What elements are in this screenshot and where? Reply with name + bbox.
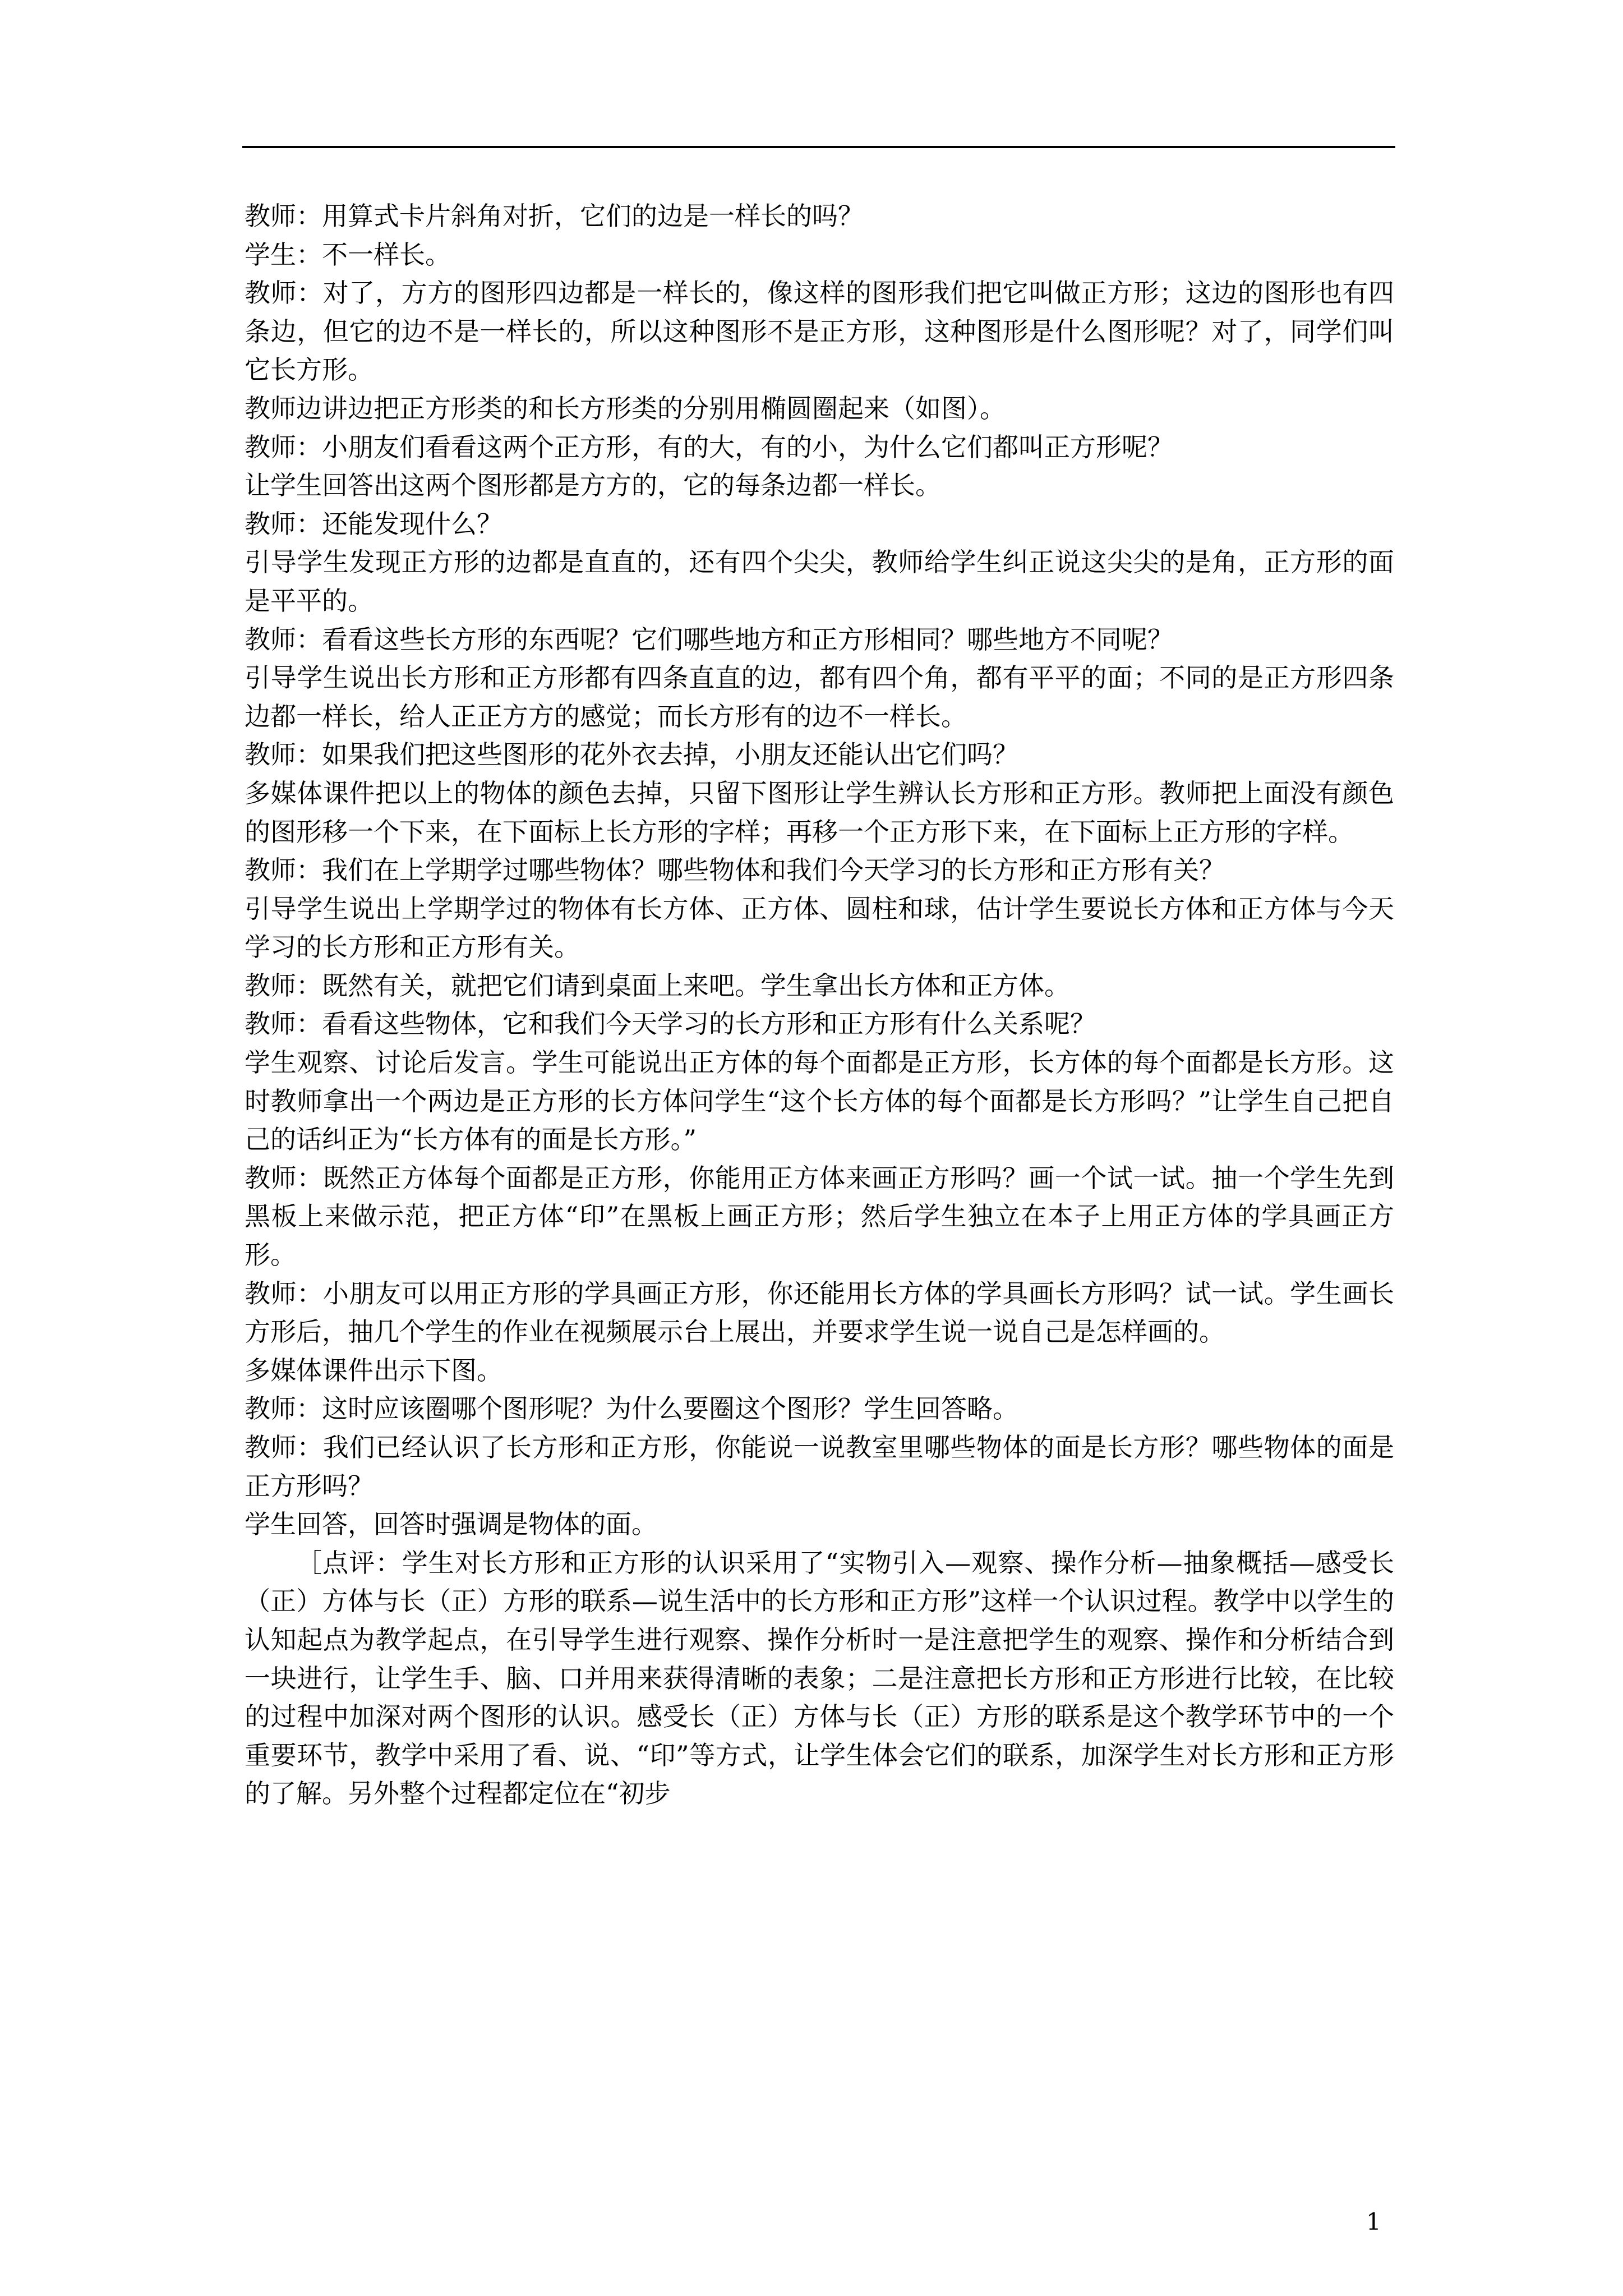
paragraph: 教师：对了，方方的图形四边都是一样长的，像这样的图形我们把它叫做正方形；这边的图形也有四条边，但它的边不是一样长的，所以这种图形不是正方形，这种图形是什么图形呢？对了，同学们叫它长方形。: [245, 278, 1394, 385]
paragraph: 学生观察、讨论后发言。学生可能说出正方体的每个面都是正方形，长方体的每个面都是长方形。这时教师拿出一个两边是正方形的长方体问学生“这个长方体的每个面都是长方形吗？”让学生自己把自己的话纠正为“长方体有的面是长方形。”: [245, 1047, 1394, 1155]
paragraph: 教师：如果我们把这些图形的花外衣去掉，小朋友还能认出它们吗？: [245, 739, 1018, 770]
paragraph: 教师：我们已经认识了长方形和正方形，你能说一说教室里哪些物体的面是长方形？哪些物体的面是正方形吗？: [245, 1432, 1394, 1501]
paragraph: 多媒体课件把以上的物体的颜色去掉，只留下图形让学生辨认长方形和正方形。教师把上面没有颜色的图形移一个下来，在下面标上长方形的字样；再移一个正方形下来，在下面标上正方形的字样。: [245, 777, 1394, 847]
paragraph: 教师：既然有关，就把它们请到桌面上来吧。学生拿出长方体和正方体。: [245, 970, 1070, 1001]
page-number: 1: [1366, 2208, 1381, 2235]
paragraph: 引导学生说出上学期学过的物体有长方体、正方体、圆柱和球，估计学生要说长方体和正方体与今天学习的长方形和正方形有关。: [245, 893, 1394, 963]
paragraph: 教师：看看这些长方形的东西呢？它们哪些地方和正方形相同？哪些地方不同呢？: [245, 624, 1173, 655]
header-rule: [242, 146, 1395, 148]
paragraph: 教师：用算式卡片斜角对折，它们的边是一样长的吗？: [245, 201, 864, 231]
paragraph: 教师边讲边把正方形类的和长方形类的分别用椭圆圈起来（如图）。: [245, 393, 1006, 424]
paragraph: 让学生回答出这两个图形都是方方的，它的每条边都一样长。: [245, 470, 941, 501]
commentary-paragraph: ［点评：学生对长方形和正方形的认识采用了“实物引入—观察、操作分析—抽象概括—感受长（正）方体与长（正）方形的联系—说生活中的长方形和正方形”这样一个认识过程。教学中以学生的认知起点为教学起点，在引导学生进行观察、操作分析时一是注意把学生的观察、操作和分析结合到一块进行，让学生手、脑、口并用来获得清晰的表象；二是注意把长方形和正方形进行比较，在比较的过程中加深对两个图形的认识。感受长（正）方体与长（正）方形的联系是这个教学环节中的一个重要环节，教学中采用了看、说、“印”等方式，让学生体会它们的联系，加深学生对长方形和正方形的了解。另外整个过程都定位在“初步: [245, 1547, 1394, 1809]
paragraph: 教师：小朋友可以用正方形的学具画正方形，你还能用长方体的学具画长方形吗？试一试。学生画长方形后，抽几个学生的作业在视频展示台上展出，并要求学生说一说自己是怎样画的。: [245, 1278, 1394, 1347]
paragraph: 教师：看看这些物体，它和我们今天学习的长方形和正方形有什么关系呢？: [245, 1009, 1096, 1039]
paragraph: 教师：我们在上学期学过哪些物体？哪些物体和我们今天学习的长方形和正方形有关？: [245, 855, 1225, 886]
paragraph: 教师：还能发现什么？: [245, 508, 502, 539]
paragraph: 多媒体课件出示下图。: [245, 1355, 502, 1386]
paragraph: 教师：小朋友们看看这两个正方形，有的大，有的小，为什么它们都叫正方形呢？: [245, 431, 1173, 462]
paragraph: 教师：既然正方体每个面都是正方形，你能用正方体来画正方形吗？画一个试一试。抽一个学生先到黑板上来做示范，把正方体“印”在黑板上画正方形；然后学生独立在本子上用正方体的学具画正方形。: [245, 1162, 1394, 1271]
paragraph: 学生回答，回答时强调是物体的面。: [245, 1509, 657, 1540]
paragraph: 引导学生说出长方形和正方形都有四条直直的边，都有四个角，都有平平的面；不同的是正方形四条边都一样长，给人正正方方的感觉；而长方形有的边不一样长。: [245, 662, 1394, 731]
document-body: [245, 197, 1394, 1813]
paragraph: 学生：不一样长。: [245, 239, 451, 270]
paragraph: 教师：这时应该圈哪个图形呢？为什么要圈这个图形？学生回答略。: [245, 1393, 1018, 1424]
paragraph: 引导学生发现正方形的边都是直直的，还有四个尖尖，教师给学生纠正说这尖尖的是角，正方形的面是平平的。: [245, 547, 1394, 616]
